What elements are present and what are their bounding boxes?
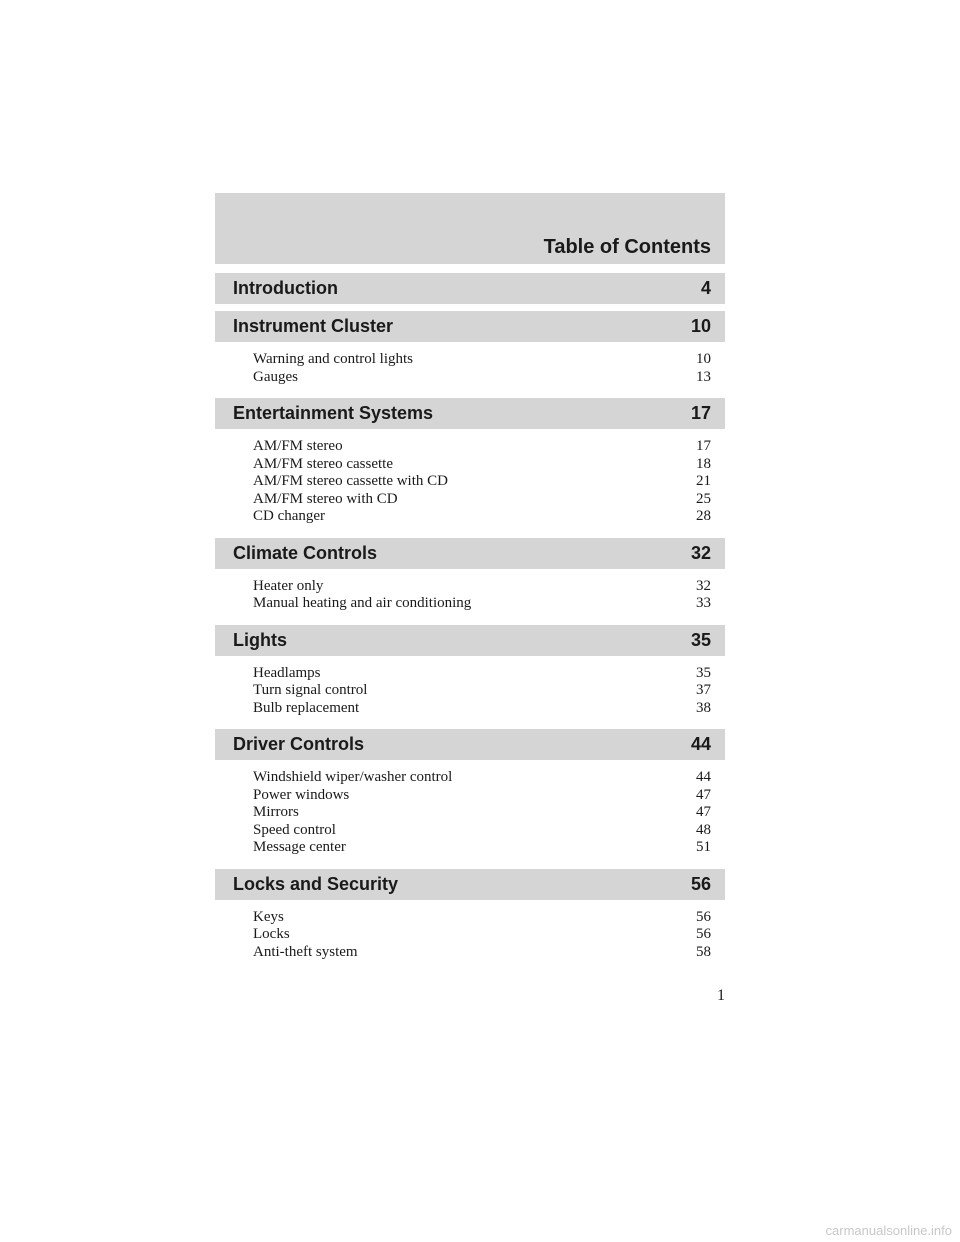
entry-label: Keys [253,908,284,925]
toc-entry[interactable] [253,700,711,718]
entry-label: Headlamps [253,664,321,681]
section-entries [215,760,725,862]
entry-page: 38 [696,699,711,716]
page-title: Table of Contents [543,236,711,258]
section-title: Instrument Cluster [233,316,394,336]
entry-label: Turn signal control [253,682,368,698]
section-title: Locks and Security [233,873,399,894]
toc-entry[interactable] [253,438,711,456]
toc-entry[interactable] [253,491,711,509]
toc-entry[interactable] [253,944,711,962]
entry-page: 18 [696,455,711,472]
entry-label: AM/FM stereo with CD [253,490,398,507]
toc-entry[interactable] [253,769,711,787]
toc-entry[interactable] [253,456,711,474]
entry-page: 21 [696,473,711,489]
toc-entry[interactable] [253,578,711,596]
toc-section-lights [215,625,725,723]
entry-page: 56 [696,926,711,942]
entry-label: Warning and control lights [253,351,414,367]
entry-page: 56 [696,908,711,925]
entry-label: CD changer [253,508,326,524]
entry-label: Heater only [253,577,324,594]
entry-page: 48 [696,821,711,838]
toc-entry[interactable] [253,682,711,700]
toc-section-introduction [215,273,725,304]
toc-entry[interactable] [253,926,711,944]
section-heading[interactable] [215,625,725,656]
section-title: Driver Controls [233,734,365,754]
entry-label: Anti-theft system [253,943,358,960]
toc-entry[interactable] [253,508,711,526]
watermark-text: carmanualsonline.info [825,1223,952,1238]
toc-entry[interactable] [253,822,711,840]
section-title: Lights [233,629,287,650]
section-entries [215,569,725,618]
section-entries [215,900,725,967]
page-number: 1 [717,987,725,1004]
section-heading[interactable] [215,869,725,900]
section-heading[interactable] [215,729,725,760]
toc-entry[interactable] [253,351,711,369]
section-heading[interactable] [215,311,725,342]
toc-entry[interactable] [253,473,711,491]
entry-page: 47 [696,804,711,820]
entry-label: AM/FM stereo [253,438,343,454]
entry-page: 25 [696,490,711,507]
toc-header [215,193,725,264]
entry-page: 51 [696,839,711,855]
entry-label: AM/FM stereo cassette [253,455,393,472]
toc-list [215,273,725,966]
section-heading[interactable] [215,538,725,569]
section-entries [215,342,725,391]
section-page: 44 [690,734,711,754]
entry-label: Windshield wiper/washer control [253,769,453,785]
toc-entry[interactable] [253,839,711,857]
section-entries [215,656,725,723]
section-page: 4 [700,278,711,298]
entry-page: 58 [696,943,711,960]
section-heading[interactable] [215,273,725,304]
section-page: 17 [690,403,711,423]
entry-page: 33 [696,595,711,611]
entry-page: 13 [696,368,711,385]
entry-page: 35 [696,664,711,681]
entry-label: Power windows [253,786,350,803]
toc-section-instrument-cluster [215,311,725,391]
section-heading[interactable] [215,398,725,429]
entry-page: 10 [696,351,711,367]
section-page: 10 [690,316,711,336]
section-page: 32 [690,542,711,563]
entry-label: Gauges [253,368,298,385]
toc-entry[interactable] [253,595,711,613]
entry-label: Bulb replacement [253,699,360,716]
entry-label: Message center [253,839,346,855]
toc-section-locks-and-security [215,869,725,967]
toc-section-entertainment-systems [215,398,725,531]
entry-label: Speed control [253,821,336,838]
toc-section-driver-controls [215,729,725,862]
section-title: Entertainment Systems [233,403,434,423]
toc-entry[interactable] [253,665,711,683]
entry-page: 32 [696,577,711,594]
entry-page: 17 [696,438,711,454]
entry-label: AM/FM stereo cassette with CD [253,473,448,489]
entry-page: 47 [696,786,711,803]
section-page: 56 [690,873,711,894]
toc-entry[interactable] [253,909,711,927]
entry-label: Mirrors [253,804,299,820]
entry-label: Locks [253,926,290,942]
section-entries [215,429,725,531]
entry-page: 37 [696,682,711,698]
toc-entry[interactable] [253,804,711,822]
toc-section-climate-controls [215,538,725,618]
entry-page: 28 [696,508,711,524]
entry-label: Manual heating and air conditioning [253,595,472,611]
toc-entry[interactable] [253,787,711,805]
section-title: Climate Controls [233,542,378,563]
section-title: Introduction [233,278,338,298]
entry-page: 44 [696,769,711,785]
section-page: 35 [690,629,711,650]
toc-entry[interactable] [253,369,711,387]
